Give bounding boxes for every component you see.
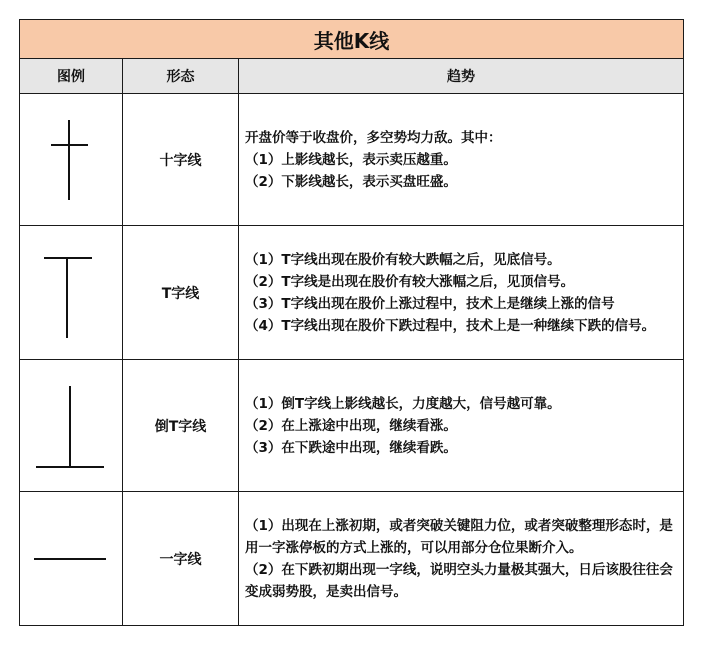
shape-cell: 一字线 <box>123 492 239 626</box>
figure-cell <box>20 492 123 626</box>
table-row <box>20 492 684 626</box>
trend-cell <box>239 226 684 360</box>
trend-cell <box>239 360 684 492</box>
other-kline-table <box>19 19 684 626</box>
table-row <box>20 360 684 492</box>
cross-doji-icon <box>21 105 121 215</box>
trend-line: （4）T字线出现在股价下跌过程中，技术上是一种继续下跌的信号。 <box>245 317 656 334</box>
trend-line: （2）T字线是出现在股价有较大涨幅之后，见顶信号。 <box>245 273 575 290</box>
trend-line: （1）出现在上涨初期，或者突破关键阻力位，或者突破整理形态时，是用一字涨停板的方式上涨的，可以用部分仓位果断介入。 <box>245 517 673 556</box>
trend-line: （3）T字线出现在股价上涨过程中，技术上是继续上涨的信号 <box>245 295 615 312</box>
trend-line: （2）下影线越长，表示买盘旺盛。 <box>245 173 457 190</box>
shape-cell: 十字线 <box>123 94 239 226</box>
header-figure: 图例 <box>20 59 123 94</box>
figure-cell <box>20 226 123 360</box>
table-title: 其他K线 <box>20 20 684 59</box>
trend-line: （1）倒T字线上影线越长，力度越大，信号越可靠。 <box>245 395 561 412</box>
trend-cell <box>239 492 684 626</box>
t-line-icon <box>21 238 121 348</box>
trend-line: （2）在上涨途中出现，继续看涨。 <box>245 417 457 434</box>
trend-line: （2）在下跌初期出现一字线，说明空头力量极其强大，日后该股往往会变成弱势股，是卖出信号。 <box>245 561 673 600</box>
table-row <box>20 226 684 360</box>
figure-cell <box>20 94 123 226</box>
header-shape: 形态 <box>123 59 239 94</box>
trend-cell <box>239 94 684 226</box>
trend-line: 开盘价等于收盘价，多空势均力敌。其中： <box>245 129 502 146</box>
shape-cell: T字线 <box>123 226 239 360</box>
trend-line: （3）在下跌途中出现，继续看跌。 <box>245 439 457 456</box>
table-row <box>20 94 684 226</box>
trend-line: （1）T字线出现在股价有较大跌幅之后，见底信号。 <box>245 251 561 268</box>
trend-line: （1）上影线越长，表示卖压越重。 <box>245 151 457 168</box>
inverted-t-line-icon <box>21 371 121 481</box>
figure-cell <box>20 360 123 492</box>
header-trend: 趋势 <box>239 59 684 94</box>
one-line-icon <box>21 504 121 614</box>
shape-cell: 倒T字线 <box>123 360 239 492</box>
